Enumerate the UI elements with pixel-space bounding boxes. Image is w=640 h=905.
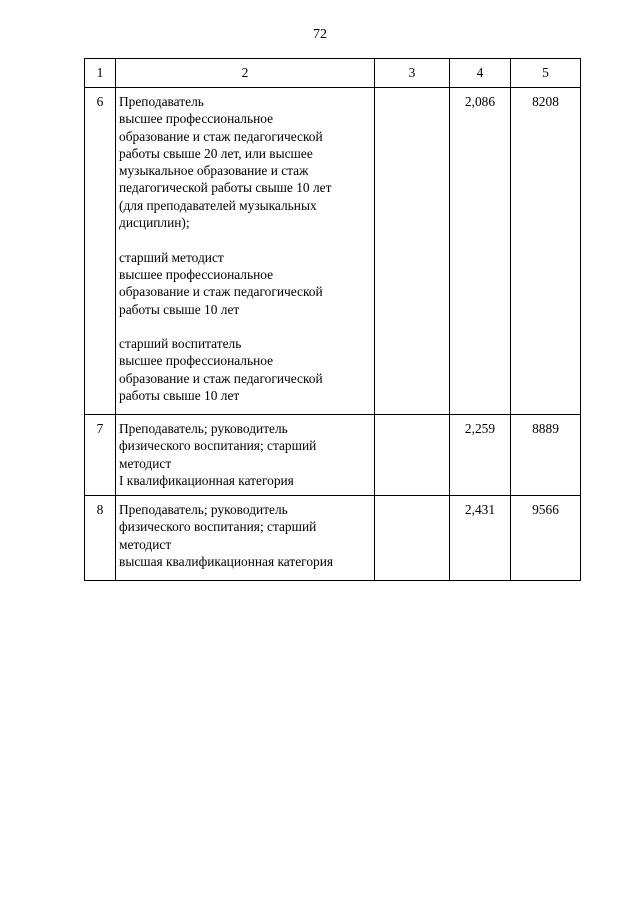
salary-cell: 9566	[511, 496, 581, 581]
table-row	[85, 415, 581, 496]
header-cell-1: 1	[85, 59, 116, 88]
desc-line: высшее профессиональное	[119, 266, 274, 282]
coefficient-cell: 2,086	[450, 88, 511, 415]
desc-line: Преподаватель	[119, 94, 204, 109]
table-row	[85, 496, 581, 581]
header-cell-3: 3	[375, 59, 450, 88]
desc-line: высшее профессиональное	[119, 353, 274, 369]
position-description	[116, 88, 375, 415]
col3-cell	[375, 415, 450, 496]
desc-line: дисциплин);	[119, 215, 190, 231]
header-cell-2: 2	[116, 59, 375, 88]
desc-line: методист	[119, 455, 172, 471]
salary-cell: 8889	[511, 415, 581, 496]
row-number: 7	[85, 415, 116, 496]
desc-line: высшая квалификационная категория	[119, 553, 334, 569]
desc-line: методист	[119, 536, 172, 552]
table-row	[85, 88, 581, 415]
desc-line: образование и стаж педагогической	[119, 128, 323, 144]
desc-line: образование и стаж педагогической	[119, 284, 323, 300]
desc-line: педагогической работы свыше 10 лет	[119, 180, 332, 196]
salary-cell: 8208	[511, 88, 581, 415]
salary-table	[84, 58, 581, 581]
coefficient-cell: 2,259	[450, 415, 511, 496]
desc-line: (для преподавателей музыкальных	[119, 197, 317, 213]
position-description	[116, 415, 375, 496]
row-number: 6	[85, 88, 116, 415]
page-number: 72	[313, 27, 327, 42]
paragraph-gap	[119, 231, 371, 248]
header-cell-4: 4	[450, 59, 511, 88]
desc-line: физического воспитания; старший	[119, 519, 317, 535]
table-header-row	[85, 59, 581, 88]
desc-line: старший методист	[119, 249, 224, 265]
header-cell-5: 5	[511, 59, 581, 88]
paragraph-gap	[119, 318, 371, 335]
desc-line: Преподаватель; руководитель	[119, 502, 288, 517]
coefficient-cell: 2,431	[450, 496, 511, 581]
position-description	[116, 496, 375, 581]
desc-line: музыкальное образование и стаж	[119, 163, 309, 179]
desc-line: Преподаватель; руководитель	[119, 421, 288, 436]
col3-cell	[375, 496, 450, 581]
desc-line: высшее профессиональное	[119, 111, 274, 127]
col3-cell	[375, 88, 450, 415]
desc-line: работы свыше 10 лет	[119, 388, 240, 404]
desc-line: I квалификационная категория	[119, 472, 294, 488]
desc-line: физического воспитания; старший	[119, 438, 317, 454]
desc-line: старший воспитатель	[119, 336, 242, 352]
desc-line: работы свыше 10 лет	[119, 301, 240, 317]
desc-line: работы свыше 20 лет, или высшее	[119, 145, 313, 161]
row-number: 8	[85, 496, 116, 581]
desc-line: образование и стаж педагогической	[119, 370, 323, 386]
